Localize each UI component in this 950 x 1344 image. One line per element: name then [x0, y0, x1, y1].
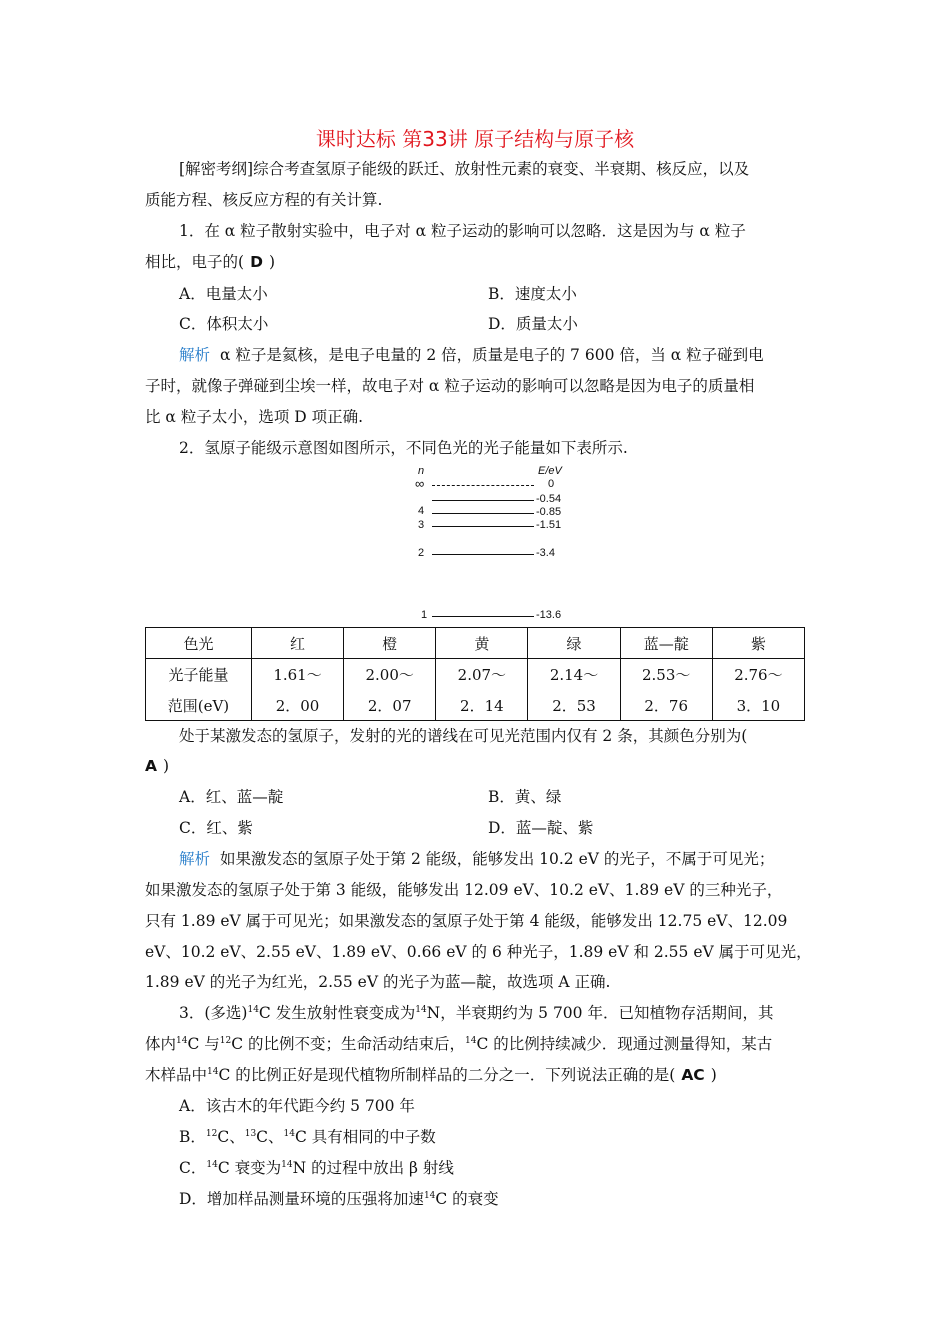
- q3-option-a: A．该古木的年代距今约 5 700 年: [179, 1097, 415, 1115]
- q2-option-a: A．红、蓝—靛: [179, 788, 284, 806]
- q2-option-c: C．红、紫: [179, 819, 253, 837]
- level-n: 2: [418, 547, 425, 559]
- level-n: 4: [418, 505, 425, 517]
- q2-question: A ): [145, 757, 170, 775]
- level-n: 3: [418, 519, 425, 531]
- level-line: [432, 485, 534, 486]
- level-line: [432, 500, 534, 501]
- level-line: [432, 616, 534, 617]
- energy-level-diagram: [410, 465, 610, 625]
- n-axis-label: n: [418, 465, 425, 477]
- table-cell: 2.53～ 2．76: [620, 659, 712, 721]
- q1-explanation: 解析 α 粒子是氦核，是电子电量的 2 倍，质量是电子的 7 600 倍，当 α 粒子碰到电: [179, 346, 764, 364]
- level-line: [432, 554, 534, 555]
- table-header-cell: 绿: [528, 628, 620, 659]
- table-cell: 2.00～ 2．07: [344, 659, 436, 721]
- q2-explanation: 1.89 eV 的光子为红光，2.55 eV 的光子为蓝—靛，故选项 A 正确.: [145, 973, 611, 991]
- q2-stem: 2．氢原子能级示意图如图所示，不同色光的光子能量如下表所示.: [179, 439, 628, 457]
- q3-option-d: D．增加样品测量环境的压强将加速$^{14}$C 的衰变: [179, 1190, 499, 1208]
- photon-energy-table: [145, 627, 805, 721]
- energy-axis-label: E/eV: [538, 465, 562, 477]
- table-cell: 2.07～ 2．14: [436, 659, 528, 721]
- q1-option-c: C．体积太小: [179, 315, 269, 333]
- level-energy: -1.51: [536, 519, 562, 531]
- page-title: 课时达标 第33讲 原子结构与原子核: [315, 127, 635, 151]
- table-header-cell: 色光: [146, 628, 252, 659]
- table-header-cell: 红: [251, 628, 343, 659]
- q1-option-d: D．质量太小: [488, 315, 578, 333]
- q3-option-c: C．$^{14}$C 衰变为$^{14}$N 的过程中放出 β 射线: [179, 1159, 454, 1177]
- table-header-cell: 紫: [712, 628, 804, 659]
- q1-stem: 相比，电子的( D ): [145, 253, 275, 271]
- q1-answer: D: [250, 253, 263, 271]
- jiexi-label: 解析: [179, 346, 211, 364]
- q2-answer: A: [145, 757, 157, 775]
- table-cell: 2.76～ 3．10: [712, 659, 804, 721]
- q3-stem: 体内$^{14}$C 与$^{12}$C 的比例不变；生命活动结束后，$^{14}$C 的比例持续减少．现通过测量得知，某古: [145, 1035, 773, 1053]
- level-energy: 0: [548, 478, 555, 490]
- q3-stem: 3．(多选)$^{14}$C 发生放射性衰变成为$^{14}$N，半衰期约为 5 700 年．已知植物存活期间，其: [179, 1004, 774, 1022]
- q2-explanation: 如果激发态的氢原子处于第 3 能级，能够发出 12.09 eV、10.2 eV、1.89 eV 的三种光子，: [145, 881, 783, 899]
- q1-option-b: B．速度太小: [488, 285, 577, 303]
- q3-answer: AC: [681, 1066, 705, 1084]
- level-energy: -13.6: [536, 609, 562, 621]
- table-header-cell: 黄: [436, 628, 528, 659]
- table-header-row: [146, 628, 805, 659]
- table-cell: 光子能量 范围(eV): [146, 659, 252, 721]
- intro-line: [解密考纲]综合考查氢原子能级的跃迁、放射性元素的衰变、半衰期、核反应，以及: [179, 160, 750, 178]
- level-energy: -0.54: [536, 493, 562, 505]
- table-header-cell: 蓝—靛: [620, 628, 712, 659]
- q2-option-b: B．黄、绿: [488, 788, 562, 806]
- q2-explanation: eV、10.2 eV、2.55 eV、1.89 eV、0.66 eV 的 6 种光子，1.89 eV 和 2.55 eV 属于可见光，: [145, 943, 812, 961]
- level-energy: -0.85: [536, 506, 562, 518]
- table-cell: 1.61～ 2．00: [251, 659, 343, 721]
- level-line: [432, 526, 534, 527]
- q2-explanation: 只有 1.89 eV 属于可见光；如果激发态的氢原子处于第 4 能级，能够发出 12.75 eV、12.09: [145, 912, 788, 930]
- q3-option-b: B．$^{12}$C、$^{13}$C、$^{14}$C 具有相同的中子数: [179, 1128, 436, 1146]
- q3-stem: 木样品中$^{14}$C 的比例正好是现代植物所制样品的二分之一．下列说法正确的是( AC ): [145, 1066, 717, 1084]
- intro-line: 质能方程、核反应方程的有关计算.: [145, 191, 383, 209]
- q1-stem: 1．在 α 粒子散射实验中，电子对 α 粒子运动的影响可以忽略．这是因为与 α 粒子: [179, 222, 746, 240]
- level-energy: -3.4: [536, 547, 555, 559]
- level-line: [432, 513, 534, 514]
- level-n: 1: [421, 609, 428, 621]
- q1-explanation: 比 α 粒子太小，选项 D 项正确.: [145, 408, 364, 426]
- q1-explanation: 子时，就像子弹碰到尘埃一样，故电子对 α 粒子运动的影响可以忽略是因为电子的质量相: [145, 377, 755, 395]
- q2-question: 处于某激发态的氢原子，发射的光的谱线在可见光范围内仅有 2 条，其颜色分别为(: [179, 727, 748, 745]
- table-cell: 2.14～ 2．53: [528, 659, 620, 721]
- table-row: [146, 659, 805, 721]
- jiexi-label: 解析: [179, 850, 211, 868]
- q1-option-a: A．电量太小: [179, 285, 268, 303]
- table-header-cell: 橙: [344, 628, 436, 659]
- level-n: ∞: [415, 476, 425, 491]
- q2-explanation: 解析 如果激发态的氢原子处于第 2 能级，能够发出 10.2 eV 的光子，不属于可见光；: [179, 850, 775, 868]
- q2-option-d: D．蓝—靛、紫: [488, 819, 594, 837]
